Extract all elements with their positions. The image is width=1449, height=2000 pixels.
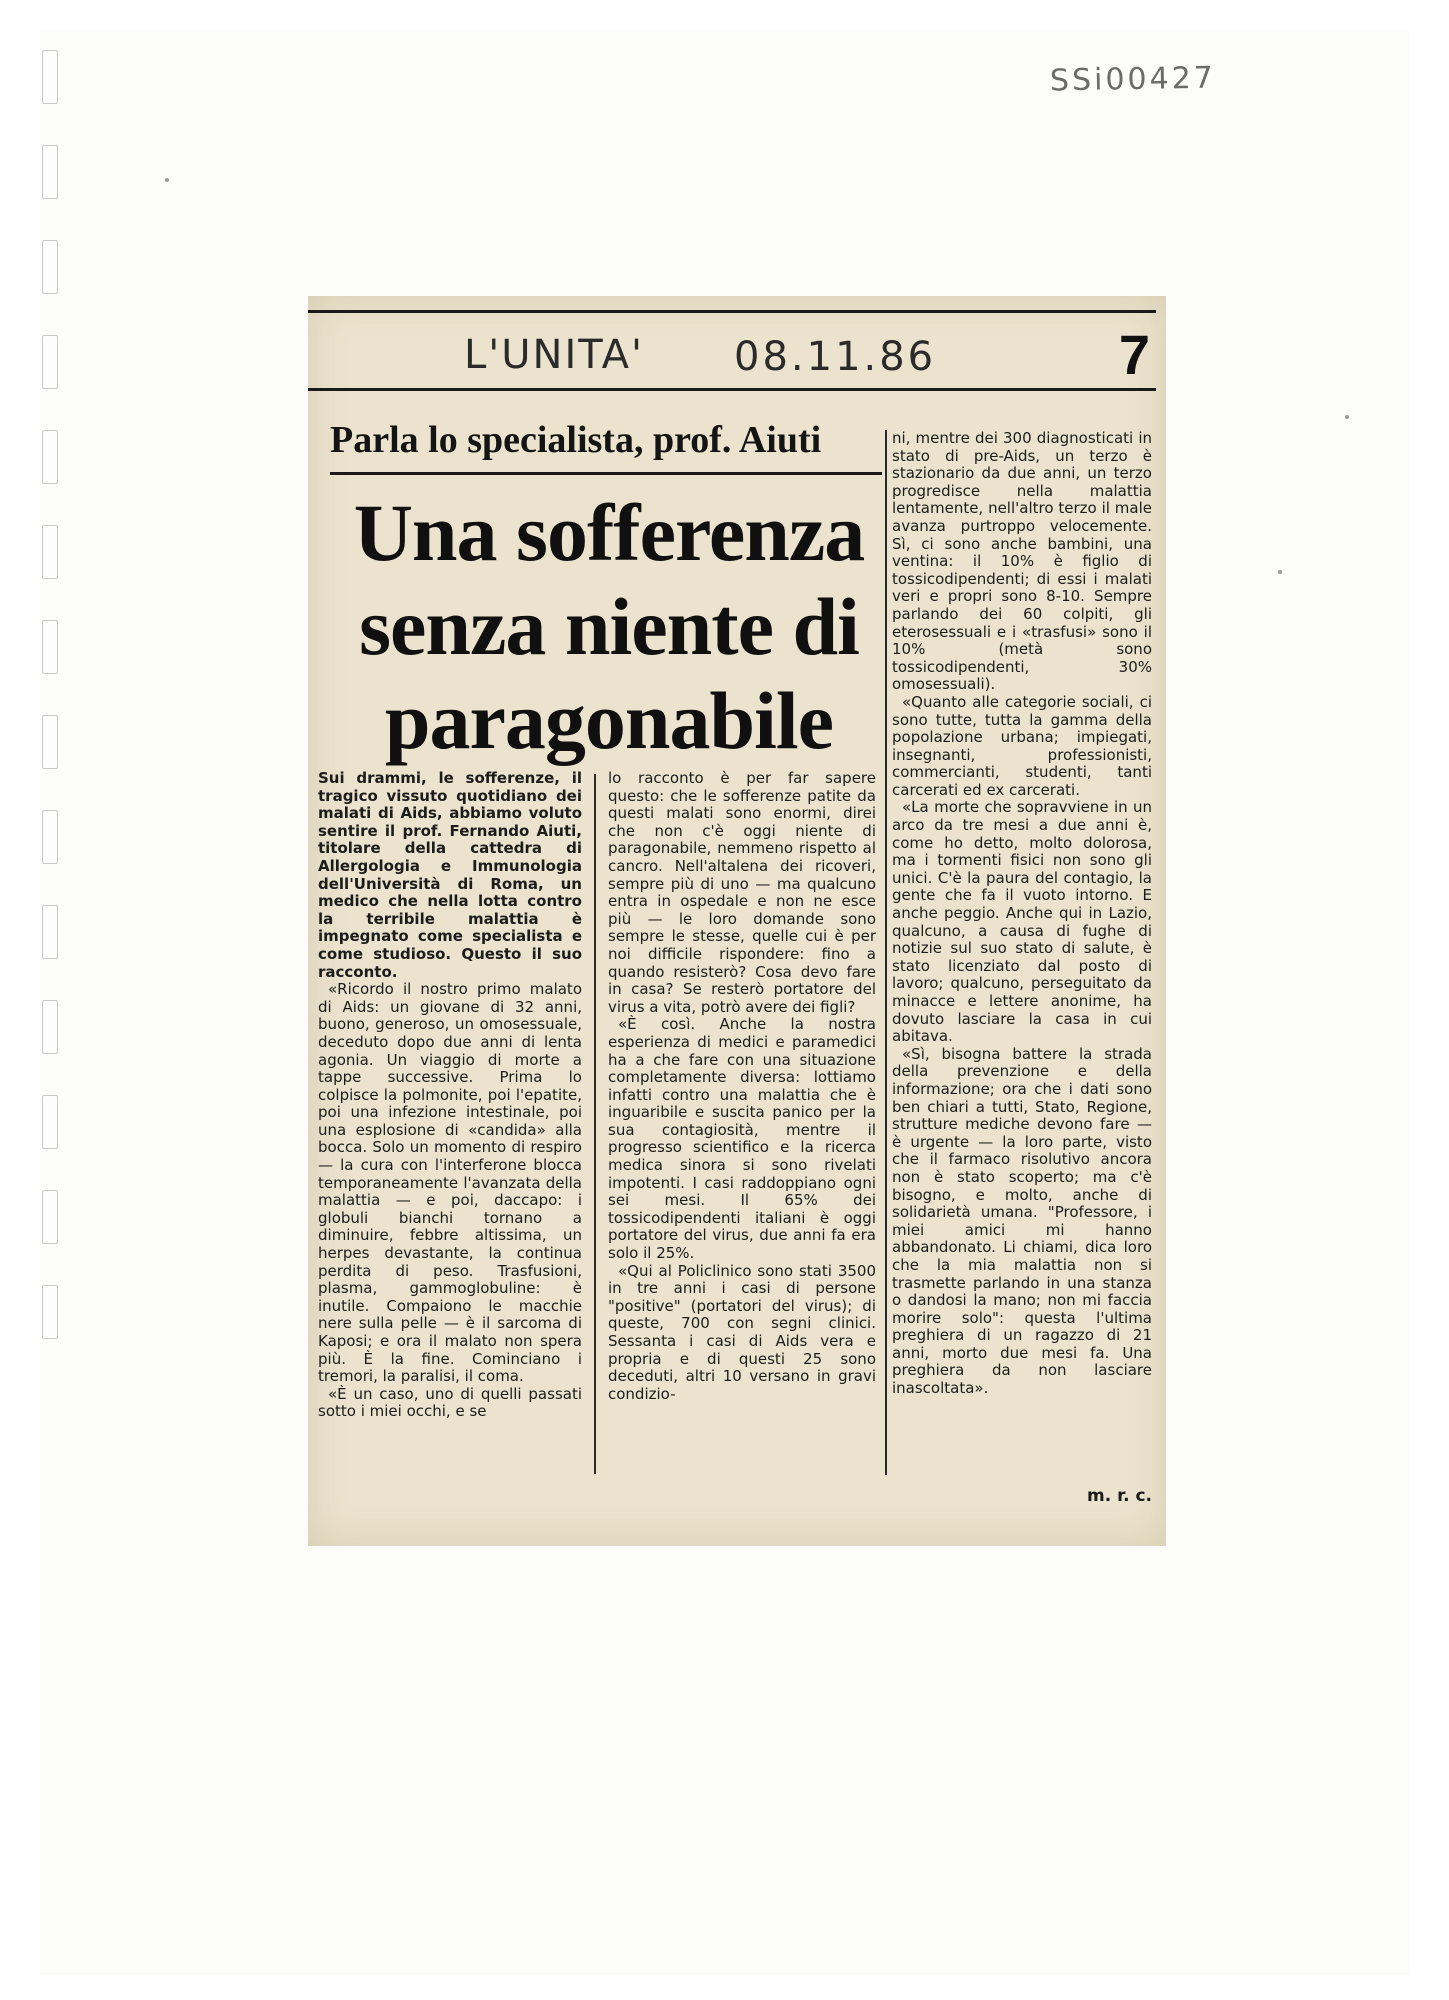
handwritten-source: L'UNITA' [464, 332, 644, 378]
column-divider [594, 774, 596, 1474]
binder-hole [42, 715, 58, 769]
article-lead: Sui drammi, le sofferenze, il tragico vissuto quotidiano dei malati di Aids, abbiamo voluto sentire il prof. Fernando Aiuti, titolare della cattedra di Allergologia e Immunologia dell'Università di Roma, un medico che nella lotta contro la terribile malattia è impegnato come specialista e come studioso. Questo il suo racconto. [318, 769, 582, 981]
binder-hole [42, 430, 58, 484]
dust-speck [165, 178, 169, 182]
article-headline: Una sofferenza senza niente di paragonabile [353, 487, 865, 766]
handwritten-date: 08.11.86 [734, 334, 937, 380]
binder-hole [42, 1190, 58, 1244]
kicker-rule [330, 472, 882, 475]
page-number: 7 [1118, 323, 1150, 386]
dust-speck [1345, 415, 1349, 419]
article-column-1 [318, 770, 582, 1421]
author-signature: m. r. c. [1087, 1486, 1152, 1506]
article-paragraph: «È un caso, uno di quelli passati sotto i miei occhi, e se [318, 1384, 582, 1421]
binder-hole [42, 50, 58, 104]
binder-hole [42, 525, 58, 579]
archive-code: SSi00427 [1049, 60, 1217, 99]
masthead-rule [308, 310, 1156, 313]
masthead-rule [308, 388, 1156, 391]
binder-hole [42, 905, 58, 959]
article-paragraph: ni, mentre dei 300 diagnosticati in stato di pre-Aids, un terzo è stazionario da due anni, un terzo progredisce nella malattia lentamente, nell'altro terzo il male avanza purtroppo velocemente. Sì, ci sono anche bambini, una ventina: il 10% è figlio di tossicodipendenti; di essi i malati veri e propri sono 8-10. Sempre parlando dei 60 colpiti, gli eterosessuali e i «trasfusi» sono il 10% (metà sono tossicodipendenti, 30% omosessuali). [892, 429, 1152, 694]
article-paragraph: «Sì, bisogna battere la strada della prevenzione e della informazione; ora che i dati sono ben chiari a tutti, Stato, Regione, strutture mediche devono fare — è urgente — la loro parte, visto che il farmaco risolutivo ancora non è stato scoperto; ma c'è bisogno, e molto, anche di solidarietà umana. "Professore, i miei amici mi hanno abbandonato. Li chiami, dica loro che la mia malattia non si trasmette parlando in una stanza o dandosi la mano; non mi faccia morire solo": questa l'ultima preghiera di un ragazzo di 21 anni, morto due mesi fa. Una preghiera da non lasciare inascoltata». [892, 1044, 1152, 1398]
binder-hole [42, 1000, 58, 1054]
binder-hole [42, 1095, 58, 1149]
dust-speck [1278, 570, 1282, 574]
binder-hole [42, 620, 58, 674]
article-column-3 [892, 430, 1152, 1398]
article-paragraph: «La morte che sopravviene in un arco da tre mesi a due anni è, come ho detto, molto dolorosa, ma i tormenti fisici non sono gli unici. C'è la paura del contagio, la gente che fa il vuoto intorno. E anche peggio. Anche qui in Lazio, qualcuno, a causa di fughe di notizie sul suo stato di salute, è stato licenziato dal posto di lavoro; qualcuno, perseguitato da minacce e lettere anonime, ha dovuto lasciare la casa in cui abitava. [892, 798, 1152, 1046]
article-column-2 [608, 770, 876, 1403]
article-paragraph: «Quanto alle categorie sociali, ci sono tutte, tutta la gamma della popolazione urbana; impiegati, insegnanti, professionisti, commercianti, studenti, tanti carcerati ed ex carcerati. [892, 692, 1152, 799]
article-kicker: Parla lo specialista, prof. Aiuti [330, 419, 822, 461]
binder-hole [42, 1285, 58, 1339]
article-paragraph: «Ricordo il nostro primo malato di Aids: un giovane di 32 anni, buono, generoso, un omosessuale, deceduto dopo due anni di lenta agonia. Un viaggio di morte a tappe successive. Prima lo colpisce la polmonite, poi l'epatite, poi una infezione intestinale, poi una esplosione di «candida» alla bocca. Solo un momento di respiro — la cura con l'interferone blocca temporaneamente l'avanzata della malattia — e poi, daccapo: i globuli bianchi tornano a diminuire, febbre altissima, un herpes devastante, la continua perdita di peso. Trasfusioni, plasma, gammoglobuline: è inutile. Compaiono le macchie nere sulla pelle — è il sarcoma di Kaposi; e ora il malato non spera più. È la fine. Cominciano i tremori, la paralisi, il coma. [318, 980, 582, 1386]
article-paragraph: «È così. Anche la nostra esperienza di medici e paramedici ha a che fare con una situazione completamente diversa: lottiamo infatti contro una malattia che è inguaribile e suscita panico per la sua contagiosità, mentre il progresso scientifico e la ricerca medica sinora si sono rivelati impotenti. I casi raddoppiano ogni sei mesi. Il 65% dei tossicodipendenti italiani è oggi portatore del virus, due anni fa era solo il 25%. [608, 1015, 876, 1263]
binder-hole [42, 145, 58, 199]
newspaper-clipping [308, 296, 1166, 1546]
binder-hole [42, 335, 58, 389]
article-paragraph: «Qui al Policlinico sono stati 3500 in tre anni i casi di persone "positive" (portatori del virus); di queste, 700 con segni clinici. Sessanta i casi di Aids vera e propria e di questi 25 sono deceduti, altri 10 versano in gravi condizio- [608, 1261, 876, 1403]
binder-hole [42, 810, 58, 864]
binder-hole [42, 240, 58, 294]
article-paragraph: lo racconto è per far sapere questo: che le sofferenze patite da questi malati sono enormi, direi che non c'è oggi niente di paragonabile, nemmeno rispetto al cancro. Nell'altalena dei ricoveri, sempre più di uno — ma qualcuno entra in ospedale e non ne esce più — le loro domande sono sempre le stesse, quelle cui è per noi difficile rispondere: fino a quando resisterò? Cosa devo fare in casa? Se resterò portatore del virus a vita, potrò avere dei figli? [608, 769, 876, 1016]
column-divider [885, 430, 887, 1475]
